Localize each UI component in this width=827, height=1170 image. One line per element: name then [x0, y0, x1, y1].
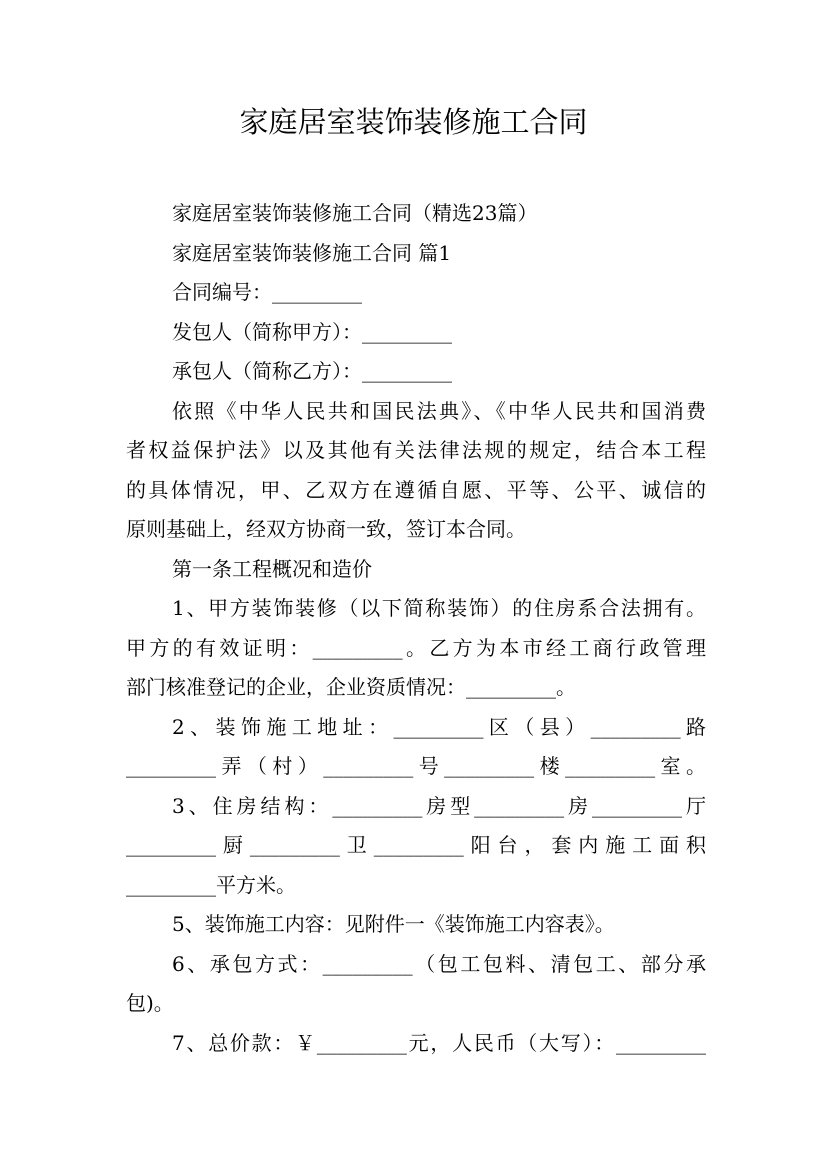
clause-line: _________平方米。	[126, 872, 296, 897]
clause-line: 部门核准登记的企业，企业资质情况：_________。	[126, 675, 576, 699]
clause-line: 2、装饰施工地址：_________区（县）_________路	[172, 714, 706, 739]
party-a-line: 发包人（简称甲方）：_________	[172, 319, 452, 344]
paragraph-line: 依照《中华人民共和国民法典》、《中华人民共和国消费	[172, 398, 706, 423]
section-heading: 家庭居室装饰装修施工合同 篇1	[172, 240, 452, 265]
paragraph-line: 者权益保护法》以及其他有关法律法规的规定，结合本工程	[126, 438, 706, 462]
article-heading: 第一条工程概况和造价	[172, 556, 372, 581]
clause-line: 包)。	[126, 991, 174, 1015]
contract-number-line: 合同编号：_________	[172, 280, 362, 304]
clause-line: 6、承包方式：_________（包工包料、清包工、部分承	[172, 951, 706, 976]
clause-line: _________弄（村）_________号_________楼_________室。	[126, 754, 706, 778]
paragraph-line: 的具体情况，甲、乙双方在遵循自愿、平等、公平、诚信的	[126, 477, 706, 502]
clause-line: 5、装饰施工内容：见附件一《装饰施工内容表》。	[172, 912, 615, 936]
paragraph-line: 原则基础上，经双方协商一致，签订本合同。	[126, 517, 526, 541]
clause-line: _________厨_________卫_________阳台，套内施工面积	[126, 833, 706, 857]
subtitle-line: 家庭居室装饰装修施工合同（精选23篇）	[172, 201, 538, 225]
clause-line: 甲方的有效证明：_________。乙方为本市经工商行政管理	[126, 635, 706, 660]
document-title: 家庭居室装饰装修施工合同	[239, 105, 588, 139]
document-body	[126, 194, 706, 1063]
clause-line: 7、总价款：￥_________元，人民币（大写）：_________	[172, 1030, 706, 1055]
party-b-line: 承包人（简称乙方）：_________	[172, 359, 452, 383]
clause-line: 3、住房结构：_________房型_________房_________厅	[172, 793, 706, 818]
clause-line: 1、甲方装饰装修（以下简称装饰）的住房系合法拥有。	[172, 596, 706, 620]
